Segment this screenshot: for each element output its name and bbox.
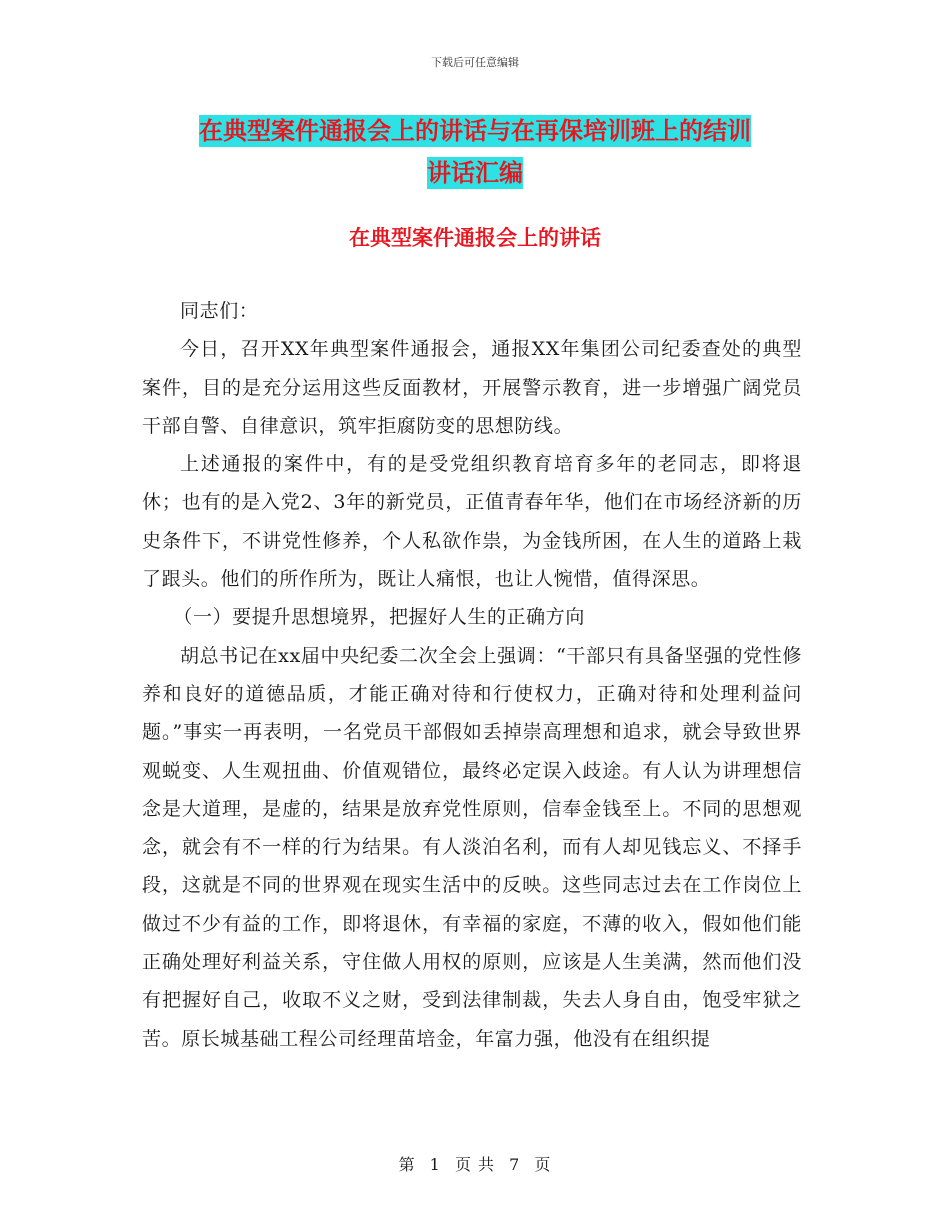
document-title: [150, 110, 800, 194]
page-label-post: 页: [534, 1155, 552, 1174]
paragraph: 胡总书记在xx届中央纪委二次全会上强调：“干部只有具备坚强的党性修养和良好的道德品质，才能正确对待和行使权力，正确对待和处理利益问题。”事实一再表明，一名党员干部假如丢掉崇高理想和追求，就会导致世界观蜕变、人生观扭曲、价值观错位，最终必定误入歧途。有人认为讲理想信念是大道理，是虚的，结果是放弃党性原则，信奉金钱至上。不同的思想观念，就会有不一样的行为结果。有人淡泊名利，而有人却见钱忘义、不择手段，这就是不同的世界观在现实生活中的反映。这些同志过去在工作岗位上做过不少有益的工作，即将退休，有幸福的家庭，不薄的收入，假如他们能正确处理好利益关系，守住做人用权的原则，应该是人生美满，然而他们没有把握好自己，收取不义之财，受到法律制裁，失去人身自由，饱受牢狱之苦。原长城基础工程公司经理苗培金，年富力强，他没有在组织提: [142, 644, 802, 1050]
paragraph: 上述通报的案件中，有的是受党组织教育培育多年的老同志，即将退休；也有的是入党2、3年的新党员，正值青春年华，他们在市场经济新的历史条件下，不讲党性修养，个人私欲作祟，为金钱所困，在人生的道路上栽了跟头。他们的所作所为，既让人痛恨，也让人惋惜，值得深思。: [142, 453, 802, 591]
page-total: 7: [509, 1155, 521, 1174]
document-body: [142, 292, 802, 1058]
subheading: （一）要提升思想境界，把握好人生的正确方向: [173, 606, 585, 629]
page-label-mid: 页 共: [454, 1155, 496, 1174]
header-note: 下载后可任意编辑: [431, 56, 519, 69]
page-footer: [0, 1152, 950, 1175]
section-title: 在典型案件通报会上的讲话: [349, 226, 601, 250]
page-label-pre: 第: [398, 1155, 416, 1174]
document-title-line2: 讲话汇编: [427, 159, 523, 187]
document-title-line1: 在典型案件通报会上的讲话与在再保培训班上的结训: [199, 117, 751, 145]
page-current: 1: [429, 1155, 441, 1174]
paragraph: 今日，召开XX年典型案件通报会，通报XX年集团公司纪委查处的典型案件，目的是充分运用这些反面教材，开展警示教育，进一步增强广阔党员干部自警、自律意识，筑牢拒腐防变的思想防线。: [142, 338, 802, 437]
paragraph-salutation: 同志们：: [180, 300, 259, 322]
